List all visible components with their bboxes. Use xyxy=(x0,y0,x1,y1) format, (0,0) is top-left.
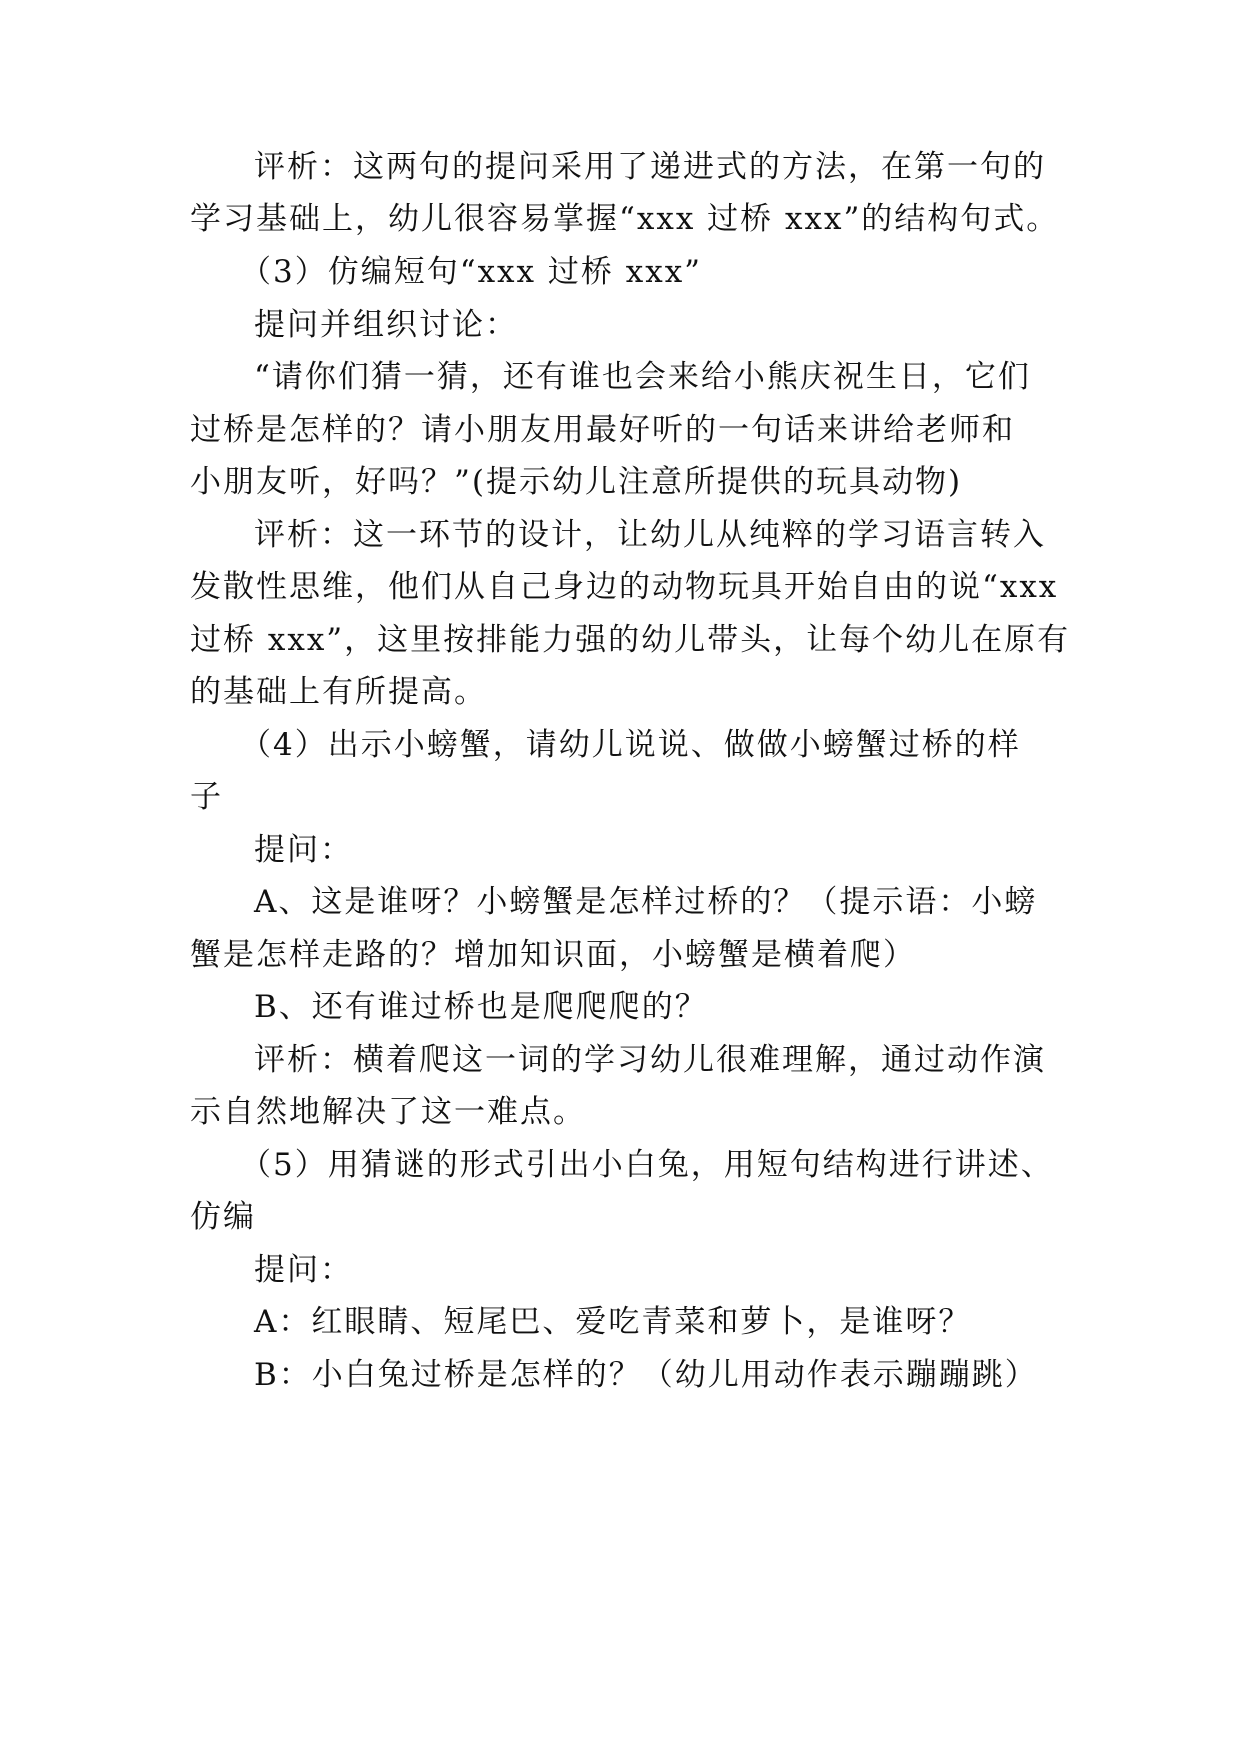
paragraph-line: 过桥 xxx”，这里按排能力强的幼儿带头，让每个幼儿在原有 xyxy=(190,622,1071,658)
paragraph-line: B：小白兔过桥是怎样的？（幼儿用动作表示蹦蹦跳） xyxy=(254,1357,1038,1393)
paragraph-line: 评析：这两句的提问采用了递进式的方法，在第一句的 xyxy=(254,149,1046,185)
paragraph-line: 发散性思维，他们从自己身边的动物玩具开始自由的说“xxx xyxy=(190,569,1059,605)
paragraph-line: A、这是谁呀？小螃蟹是怎样过桥的？（提示语：小螃 xyxy=(254,884,1038,920)
paragraph-line: 提问并组织讨论： xyxy=(254,307,518,343)
section-heading: 子 xyxy=(190,779,223,815)
paragraph-line: 小朋友听，好吗？”(提示幼儿注意所提供的玩具动物) xyxy=(190,464,963,500)
paragraph-line: 提问： xyxy=(254,1252,353,1288)
section-heading: （5）用猜谜的形式引出小白兔，用短句结构进行讲述、 xyxy=(240,1147,1054,1183)
paragraph-line: 评析：横着爬这一词的学习幼儿很难理解，通过动作演 xyxy=(254,1042,1046,1078)
paragraph-line: 过桥是怎样的？请小朋友用最好听的一句话来讲给老师和 xyxy=(190,412,1015,448)
section-heading: （3）仿编短句“xxx 过桥 xxx” xyxy=(240,254,703,290)
paragraph-line: 评析：这一环节的设计，让幼儿从纯粹的学习语言转入 xyxy=(254,517,1046,553)
paragraph-line: 提问： xyxy=(254,832,353,868)
paragraph-line: B、还有谁过桥也是爬爬爬的？ xyxy=(254,989,708,1025)
section-heading: 仿编 xyxy=(190,1199,256,1235)
section-heading: （4）出示小螃蟹，请幼儿说说、做做小螃蟹过桥的样 xyxy=(240,727,1021,763)
paragraph-line: 学习基础上，幼儿很容易掌握“xxx 过桥 xxx”的结构句式。 xyxy=(190,201,1060,237)
paragraph-line: 蟹是怎样走路的？增加知识面，小螃蟹是横着爬） xyxy=(190,937,916,973)
paragraph-line: 示自然地解决了这一难点。 xyxy=(190,1094,586,1130)
paragraph-line: 的基础上有所提高。 xyxy=(190,674,487,710)
paragraph-line: “请你们猜一猜，还有谁也会来给小熊庆祝生日，它们 xyxy=(254,359,1031,395)
paragraph-line: A：红眼睛、短尾巴、爱吃青菜和萝卜，是谁呀？ xyxy=(254,1304,972,1340)
